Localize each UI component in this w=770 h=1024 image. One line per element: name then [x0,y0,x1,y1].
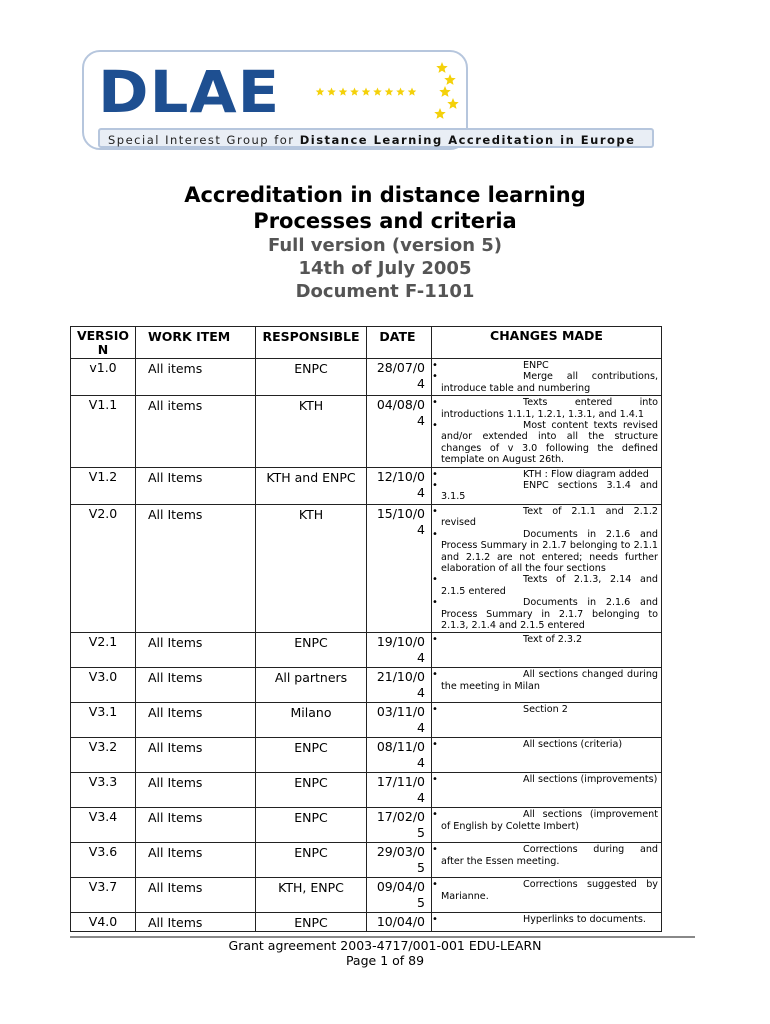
star-icon [385,88,394,96]
footer-page-number: Page 1 of 89 [345,953,425,968]
star-icon [434,108,445,119]
change-text: • ENPC [523,360,549,371]
change-text: • All sections (improvement of English by Colette Imbert) [441,809,658,832]
change-bullet-item [435,704,658,715]
revision-table-container [70,326,662,932]
cell-version: V3.1 [71,703,136,738]
change-text: • Documents in 2.1.6 and Process Summary in 2.1.7 belonging to 2.1.1 and 2.1.2 are not entered; needs further elaboration of all the four sections [441,528,658,574]
eu-stars-icon [314,58,464,138]
cell-date: 10/04/0 [367,913,432,932]
table-row [71,738,662,773]
version-label: Full version (version 5) [267,235,503,256]
table-row [71,913,662,932]
cell-changes [432,703,662,738]
cell-version: V4.0 [71,913,136,932]
star-icon [339,88,348,96]
change-bullet-item [435,809,658,832]
cell-date: 21/10/04 [367,668,432,703]
cell-changes [432,467,662,504]
change-bullet-item [435,739,658,750]
cell-work-item: All Items [136,878,256,913]
table-row [71,633,662,668]
change-bullet-item [435,360,658,371]
dlae-logo [82,50,658,150]
document-id-label: Document F-1101 [295,281,475,302]
cell-date: 29/03/05 [367,843,432,878]
change-text: • Texts entered into introductions 1.1.1, 1.2.1, 1.3.1, and 1.4.1 [441,397,658,420]
cell-responsible: ENPC [256,773,367,808]
cell-date: 15/10/04 [367,504,432,632]
header-work-item: WORK ITEM [136,327,256,359]
table-row [71,504,662,632]
cell-responsible: KTH [256,504,367,632]
cell-responsible: All partners [256,668,367,703]
header-version: VERSIO N [71,327,136,359]
logo-tagline [98,128,654,148]
change-text: • Hyperlinks to documents. [523,914,646,926]
change-bullet-item [435,844,658,867]
change-text: • Corrections during and after the Essen meeting. [441,844,658,867]
table-row [71,359,662,396]
cell-date: 04/08/04 [367,396,432,467]
cell-date: 03/11/04 [367,703,432,738]
change-text: • Merge all contributions, introduce table and numbering [441,371,658,394]
cell-date: 17/11/04 [367,773,432,808]
star-icon [408,88,417,96]
table-row [71,843,662,878]
cell-responsible: KTH, ENPC [256,878,367,913]
star-icon [439,86,450,97]
change-bullet-item [435,469,658,480]
change-bullet-item [435,397,658,420]
cell-changes [432,504,662,632]
star-icon [373,88,382,96]
logo-wordmark: DLAE [98,58,281,126]
star-icon [447,98,458,109]
header-date: DATE [367,327,432,359]
table-row [71,878,662,913]
cell-work-item: All Items [136,843,256,878]
tagline-prefix: Special Interest Group for [108,133,300,147]
change-bullet-item [435,914,658,925]
document-title: Accreditation in distance learning [184,183,586,207]
change-bullet-item [435,371,658,394]
change-bullet-item [435,634,658,645]
table-row [71,808,662,843]
cell-work-item: All Items [136,467,256,504]
star-icon [444,74,455,85]
cell-responsible: ENPC [256,738,367,773]
cell-work-item: All Items [136,913,256,932]
cell-work-item: All items [136,396,256,467]
cell-changes [432,878,662,913]
change-text: • Texts of 2.1.3, 2.14 and 2.1.5 entered [441,574,658,597]
change-bullet-item [435,774,658,785]
change-text: • All sections (criteria) [523,739,623,751]
star-icon [396,88,405,96]
cell-work-item: All Items [136,703,256,738]
change-bullet-item [435,480,658,503]
cell-work-item: All Items [136,633,256,668]
star-icon [316,88,325,96]
cell-work-item: All Items [136,738,256,773]
change-text: • Corrections suggested by Marianne. [441,879,658,902]
table-header-row [71,327,662,359]
star-icon [436,62,447,73]
cell-changes [432,773,662,808]
date-label: 14th of July 2005 [298,258,472,279]
cell-version: V3.3 [71,773,136,808]
cell-responsible: KTH and ENPC [256,467,367,504]
table-row [71,773,662,808]
cell-responsible: Milano [256,703,367,738]
table-row [71,703,662,738]
cell-version: v1.0 [71,359,136,396]
cell-version: V3.0 [71,668,136,703]
star-icon [350,88,359,96]
change-text: • All sections changed during the meeting in Milan [441,669,658,692]
change-bullet-item [435,506,658,529]
cell-responsible: ENPC [256,359,367,396]
change-text: • Most content texts revised and/or extended into all the structure changes of v 3.0 following the defined template on August 26th. [441,420,658,466]
change-bullet-item [435,574,658,597]
cell-version: V3.4 [71,808,136,843]
cell-changes [432,808,662,843]
cell-work-item: All Items [136,773,256,808]
cell-responsible: ENPC [256,843,367,878]
change-bullet-item [435,420,658,466]
table-row [71,668,662,703]
cell-responsible: ENPC [256,633,367,668]
cell-responsible: ENPC [256,808,367,843]
change-text: • All sections (improvements) [523,774,658,786]
cell-responsible: KTH [256,396,367,467]
cell-date: 12/10/04 [367,467,432,504]
header-responsible: RESPONSIBLE [256,327,367,359]
change-text: • Text of 2.1.1 and 2.1.2 revised [441,505,658,529]
change-text: • Text of 2.3.2 [523,634,583,646]
change-text: • Section 2 [523,704,568,716]
cell-work-item: All Items [136,808,256,843]
cell-responsible: ENPC [256,913,367,932]
cell-date: 17/02/05 [367,808,432,843]
change-bullet-item [435,879,658,902]
cell-changes [432,633,662,668]
footer-grant-agreement: Grant agreement 2003-4717/001-001 EDU-LEARN [228,938,542,953]
cell-version: V2.1 [71,633,136,668]
cell-work-item: All Items [136,668,256,703]
cell-version: V3.7 [71,878,136,913]
cell-changes [432,396,662,467]
cell-changes [432,738,662,773]
change-bullet-item [435,529,658,575]
table-row [71,467,662,504]
revision-history-table [70,326,662,932]
cell-date: 28/07/04 [367,359,432,396]
cell-date: 08/11/04 [367,738,432,773]
change-bullet-item [435,669,658,692]
header-changes-made: CHANGES MADE [432,327,662,359]
change-bullet-item [435,597,658,631]
cell-version: V3.2 [71,738,136,773]
cell-version: V1.1 [71,396,136,467]
cell-changes [432,668,662,703]
document-subtitle: Processes and criteria [253,209,517,233]
cell-date: 09/04/05 [367,878,432,913]
cell-version: V3.6 [71,843,136,878]
change-text: • ENPC sections 3.1.4 and 3.1.5 [441,480,658,503]
table-row [71,396,662,467]
star-icon [327,88,336,96]
cell-version: V2.0 [71,504,136,632]
cell-date: 19/10/04 [367,633,432,668]
cell-work-item: All items [136,359,256,396]
change-text: • Documents in 2.1.6 and Process Summary in 2.1.7 belonging to 2.1.3, 2.1.4 and 2.1.5 entered [441,597,658,631]
cell-version: V1.2 [71,467,136,504]
change-text: • KTH : Flow diagram added [523,468,649,480]
cell-changes [432,359,662,396]
tagline-main: Distance Learning Accreditation in Europe [299,133,636,147]
star-icon [362,88,371,96]
cell-changes [432,913,662,932]
cell-work-item: All Items [136,504,256,632]
cell-changes [432,843,662,878]
